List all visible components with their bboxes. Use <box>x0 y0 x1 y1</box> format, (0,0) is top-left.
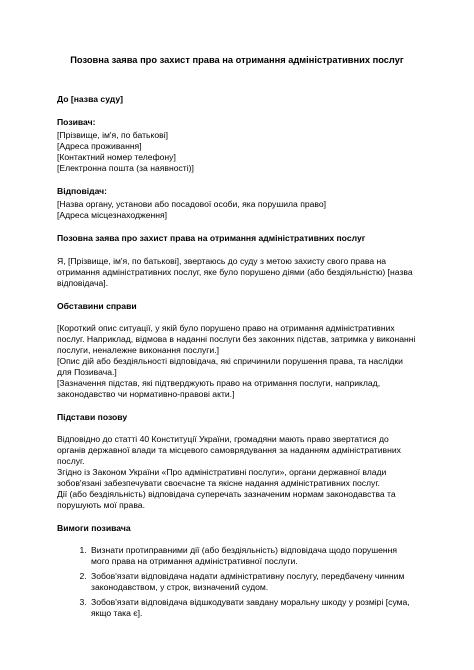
plaintiff-heading: Позивач: <box>57 117 96 127</box>
defendant-address: [Адреса місцезнаходження] <box>57 210 168 220</box>
grounds-violation: Дії (або бездіяльність) відповідача суперечать зазначеним нормам законодавства та порушують мої права. <box>57 489 396 510</box>
demand-item: 3. Зобов'язати відповідача відшкодувати завдану моральну шкоду у розмірі [сума, якщо така є]. <box>89 597 417 619</box>
plaintiff-section <box>57 117 417 174</box>
demand-item: 2. Зобов'язати відповідача надати адміністративну послугу, передбачену чинним законодавством, у строк, визначений судом. <box>89 571 417 593</box>
document-body <box>57 94 417 623</box>
grounds-section <box>57 412 417 511</box>
defendant-heading: Відповідач: <box>57 186 108 196</box>
circumstances-heading: Обставини справи <box>57 301 137 311</box>
circumstances-section <box>57 301 417 400</box>
circumstances-basis: [Зазначення підстав, які підтверджують право на отримання послуги, наприклад, законодавство чи нормативно-правові акти.] <box>57 378 381 399</box>
demand-item: 1. Визнати протиправними дії (або бездіяльність) відповідача щодо порушення мого права на отримання адміністративної послуги. <box>89 545 417 567</box>
demands-list <box>57 545 417 619</box>
grounds-constitution: Відповідно до статті 40 Конституції України, громадяни мають право звертатися до органів державної влади та місцевого самоврядування за наданням адміністративних послуг. <box>57 434 401 466</box>
demands-heading: Вимоги позивача <box>57 523 131 533</box>
grounds-heading: Підстави позову <box>57 412 128 422</box>
plaintiff-name: [Прізвище, ім'я, по батькові] <box>57 130 169 140</box>
plaintiff-address: [Адреса проживання] <box>57 141 142 151</box>
demands-section <box>57 523 417 619</box>
defendant-name: [Назва органу, установи або посадової особи, яка порушила право] <box>57 199 327 209</box>
circumstances-description: [Короткий опис ситуації, у якій було порушено право на отримання адміністративних послуг. Наприклад, відмова в наданні послуги без законних підстав, затримка у виконанні послуги, неналежне виконання послуги.] <box>57 323 416 355</box>
document-title: Позовна заява про захист права на отримання адміністративних послуг <box>70 55 404 65</box>
grounds-law: Згідно із Законом України «Про адміністративні послуги», органи державної влади зобов'язані забезпечувати своєчасне та якісне надання адміністративних послуг. <box>57 467 387 488</box>
claim-heading: Позовна заява про захист права на отримання адміністративних послуг <box>57 233 366 243</box>
defendant-section <box>57 186 417 221</box>
intro-paragraph: Я, [Прізвище, ім'я, по батькові], звертаюсь до суду з метою захисту свого права на отримання адміністративних послуг, яке було порушено діями (або бездіяльністю) [назва відповідача]. <box>57 256 413 288</box>
circumstances-actions: [Опис дій або бездіяльності відповідача, які спричинили порушення права, та наслідки для Позивача.] <box>57 356 403 377</box>
plaintiff-phone: [Контактний номер телефону] <box>57 152 176 162</box>
court-line: До [назва суду] <box>57 94 123 104</box>
plaintiff-email: [Електронна пошта (за наявності)] <box>57 163 194 173</box>
